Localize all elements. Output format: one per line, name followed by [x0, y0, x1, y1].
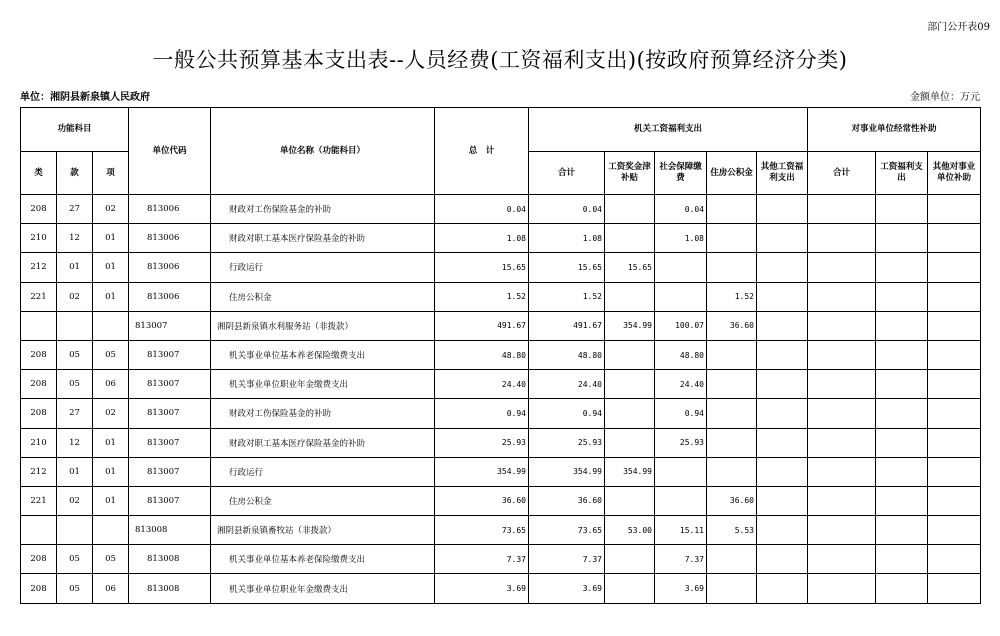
- cell-agency-salary: 354.99: [605, 457, 655, 486]
- cell-lei: 210: [21, 224, 57, 253]
- cell-agency-sum: 15.65: [529, 253, 605, 282]
- cell-lei: 210: [21, 428, 57, 457]
- cell-unit-name: 财政对职工基本医疗保险基金的补助: [211, 428, 435, 457]
- header-agency-group: 机关工资福利支出: [529, 108, 808, 152]
- cell-inst-other: [928, 545, 981, 574]
- cell-agency-social: [655, 282, 707, 311]
- cell-agency-social: [655, 486, 707, 515]
- cell-agency-salary: [605, 545, 655, 574]
- cell-inst-sum: [808, 428, 876, 457]
- cell-xiang: 01: [93, 253, 129, 282]
- cell-agency-housing: [707, 457, 757, 486]
- cell-unit-name: 行政运行: [211, 253, 435, 282]
- cell-agency-other: [757, 399, 808, 428]
- cell-agency-social: 100.07: [655, 311, 707, 340]
- cell-agency-sum: 3.69: [529, 574, 605, 603]
- cell-unit-name: 住房公积金: [211, 282, 435, 311]
- cell-unit-code: 813008: [129, 516, 211, 545]
- header-inst-group: 对事业单位经常性补助: [808, 108, 981, 152]
- header-agency-other: 其他工资福利支出: [757, 152, 808, 195]
- cell-unit-name: 机关事业单位职业年金缴费支出: [211, 574, 435, 603]
- cell-lei: 212: [21, 457, 57, 486]
- cell-inst-welfare: [876, 282, 928, 311]
- header-total: 总 计: [435, 108, 529, 195]
- cell-agency-sum: 25.93: [529, 428, 605, 457]
- cell-kuan: 05: [57, 370, 93, 399]
- cell-kuan: [57, 516, 93, 545]
- cell-inst-welfare: [876, 457, 928, 486]
- cell-kuan: 27: [57, 399, 93, 428]
- cell-inst-other: [928, 457, 981, 486]
- cell-agency-social: 0.94: [655, 399, 707, 428]
- cell-xiang: [93, 516, 129, 545]
- cell-agency-salary: [605, 282, 655, 311]
- cell-unit-code: 813007: [129, 428, 211, 457]
- cell-agency-salary: [605, 340, 655, 369]
- header-agency-social: 社会保障缴费: [655, 152, 707, 195]
- cell-inst-other: [928, 340, 981, 369]
- cell-total: 73.65: [435, 516, 529, 545]
- cell-agency-sum: 36.60: [529, 486, 605, 515]
- cell-inst-sum: [808, 574, 876, 603]
- cell-unit-name: 住房公积金: [211, 486, 435, 515]
- cell-unit-code: 813008: [129, 574, 211, 603]
- amount-unit-label: 金额单位：万元: [910, 92, 980, 103]
- table-row: [21, 224, 981, 253]
- cell-unit-code: 813008: [129, 545, 211, 574]
- cell-agency-housing: [707, 224, 757, 253]
- cell-inst-other: [928, 253, 981, 282]
- cell-agency-other: [757, 574, 808, 603]
- header-kuan: 款: [57, 152, 93, 195]
- cell-total: 15.65: [435, 253, 529, 282]
- cell-inst-sum: [808, 545, 876, 574]
- cell-agency-salary: 354.99: [605, 311, 655, 340]
- header-agency-housing: 住房公积金: [707, 152, 757, 195]
- unit-label: 单位：湘阴县新泉镇人民政府: [20, 92, 150, 103]
- cell-kuan: 05: [57, 340, 93, 369]
- cell-agency-housing: [707, 195, 757, 224]
- cell-agency-housing: [707, 340, 757, 369]
- table-row: [21, 282, 981, 311]
- cell-unit-name: 湘阴县新泉镇畜牧站（非拨款）: [211, 516, 435, 545]
- header-agency-sum: 合计: [529, 152, 605, 195]
- header-xiang: 项: [93, 152, 129, 195]
- cell-agency-other: [757, 311, 808, 340]
- cell-inst-welfare: [876, 195, 928, 224]
- cell-unit-code: 813006: [129, 224, 211, 253]
- cell-agency-social: [655, 253, 707, 282]
- cell-inst-other: [928, 224, 981, 253]
- cell-xiang: 01: [93, 282, 129, 311]
- cell-unit-name: 机关事业单位职业年金缴费支出: [211, 370, 435, 399]
- table-row: [21, 545, 981, 574]
- table-row: [21, 195, 981, 224]
- cell-total: 36.60: [435, 486, 529, 515]
- cell-kuan: 02: [57, 486, 93, 515]
- cell-xiang: 01: [93, 428, 129, 457]
- cell-agency-other: [757, 428, 808, 457]
- cell-unit-name: 湘阴县新泉镇水利服务站（非拨款）: [211, 311, 435, 340]
- cell-xiang: 01: [93, 457, 129, 486]
- cell-agency-housing: 36.60: [707, 486, 757, 515]
- header-func-subject: 功能科目: [21, 108, 129, 152]
- cell-agency-housing: [707, 428, 757, 457]
- cell-agency-social: 25.93: [655, 428, 707, 457]
- cell-total: 48.80: [435, 340, 529, 369]
- cell-kuan: 12: [57, 428, 93, 457]
- table-row: [21, 428, 981, 457]
- cell-inst-other: [928, 370, 981, 399]
- cell-agency-sum: 354.99: [529, 457, 605, 486]
- table-body: [21, 195, 981, 604]
- cell-agency-salary: [605, 486, 655, 515]
- cell-agency-other: [757, 224, 808, 253]
- cell-agency-sum: 0.04: [529, 195, 605, 224]
- cell-agency-housing: [707, 253, 757, 282]
- form-number: 部门公开表09: [927, 22, 990, 33]
- cell-total: 1.52: [435, 282, 529, 311]
- cell-unit-code: 813006: [129, 195, 211, 224]
- table-row: [21, 340, 981, 369]
- cell-total: 491.67: [435, 311, 529, 340]
- cell-inst-welfare: [876, 224, 928, 253]
- cell-inst-sum: [808, 516, 876, 545]
- cell-xiang: 01: [93, 224, 129, 253]
- cell-unit-code: 813007: [129, 457, 211, 486]
- cell-agency-social: 7.37: [655, 545, 707, 574]
- cell-kuan: 27: [57, 195, 93, 224]
- cell-kuan: 01: [57, 253, 93, 282]
- cell-inst-other: [928, 282, 981, 311]
- cell-unit-code: 813007: [129, 486, 211, 515]
- cell-agency-social: 0.04: [655, 195, 707, 224]
- cell-xiang: 05: [93, 545, 129, 574]
- cell-inst-sum: [808, 311, 876, 340]
- cell-inst-other: [928, 399, 981, 428]
- table-row: [21, 486, 981, 515]
- header-inst-sum: 合计: [808, 152, 876, 195]
- cell-agency-housing: [707, 370, 757, 399]
- cell-agency-sum: 24.40: [529, 370, 605, 399]
- cell-agency-housing: 36.60: [707, 311, 757, 340]
- cell-inst-welfare: [876, 370, 928, 399]
- cell-agency-sum: 73.65: [529, 516, 605, 545]
- cell-agency-salary: [605, 574, 655, 603]
- cell-agency-other: [757, 486, 808, 515]
- cell-inst-welfare: [876, 574, 928, 603]
- cell-unit-code: 813006: [129, 282, 211, 311]
- cell-inst-other: [928, 195, 981, 224]
- cell-agency-salary: [605, 428, 655, 457]
- cell-unit-name: 财政对工伤保险基金的补助: [211, 399, 435, 428]
- page-title: 一般公共预算基本支出表--人员经费(工资福利支出)(按政府预算经济分类): [152, 48, 848, 72]
- cell-inst-other: [928, 311, 981, 340]
- cell-lei: 208: [21, 399, 57, 428]
- cell-lei: 221: [21, 486, 57, 515]
- cell-total: 24.40: [435, 370, 529, 399]
- cell-inst-sum: [808, 399, 876, 428]
- cell-agency-sum: 48.80: [529, 340, 605, 369]
- cell-agency-other: [757, 545, 808, 574]
- cell-agency-other: [757, 195, 808, 224]
- cell-agency-sum: 0.94: [529, 399, 605, 428]
- cell-agency-social: 3.69: [655, 574, 707, 603]
- cell-inst-other: [928, 428, 981, 457]
- cell-inst-sum: [808, 253, 876, 282]
- cell-agency-social: 15.11: [655, 516, 707, 545]
- cell-inst-sum: [808, 224, 876, 253]
- cell-agency-social: 1.08: [655, 224, 707, 253]
- cell-lei: 208: [21, 545, 57, 574]
- cell-kuan: 02: [57, 282, 93, 311]
- cell-lei: 208: [21, 574, 57, 603]
- cell-agency-other: [757, 370, 808, 399]
- cell-agency-sum: 7.37: [529, 545, 605, 574]
- cell-inst-sum: [808, 486, 876, 515]
- cell-unit-name: 机关事业单位基本养老保险缴费支出: [211, 340, 435, 369]
- cell-inst-welfare: [876, 516, 928, 545]
- cell-unit-code: 813006: [129, 253, 211, 282]
- cell-total: 25.93: [435, 428, 529, 457]
- cell-unit-name: 行政运行: [211, 457, 435, 486]
- header-inst-other: 其他对事业单位补助: [928, 152, 981, 195]
- cell-unit-code: 813007: [129, 311, 211, 340]
- cell-agency-social: 24.40: [655, 370, 707, 399]
- budget-table: [20, 107, 981, 604]
- cell-total: 0.94: [435, 399, 529, 428]
- cell-inst-welfare: [876, 399, 928, 428]
- cell-lei: [21, 516, 57, 545]
- cell-inst-sum: [808, 282, 876, 311]
- cell-xiang: 01: [93, 486, 129, 515]
- cell-total: 0.04: [435, 195, 529, 224]
- cell-agency-other: [757, 282, 808, 311]
- cell-agency-other: [757, 457, 808, 486]
- table-row: [21, 311, 981, 340]
- cell-unit-name: 财政对职工基本医疗保险基金的补助: [211, 224, 435, 253]
- cell-inst-other: [928, 574, 981, 603]
- cell-xiang: [93, 311, 129, 340]
- cell-agency-other: [757, 253, 808, 282]
- cell-kuan: [57, 311, 93, 340]
- table-row: [21, 516, 981, 545]
- cell-agency-social: 48.80: [655, 340, 707, 369]
- cell-agency-other: [757, 340, 808, 369]
- cell-agency-housing: 5.53: [707, 516, 757, 545]
- cell-lei: 221: [21, 282, 57, 311]
- cell-kuan: 05: [57, 574, 93, 603]
- cell-agency-salary: [605, 370, 655, 399]
- cell-agency-other: [757, 516, 808, 545]
- cell-unit-name: 财政对工伤保险基金的补助: [211, 195, 435, 224]
- cell-agency-salary: [605, 195, 655, 224]
- cell-inst-other: [928, 516, 981, 545]
- cell-agency-housing: [707, 545, 757, 574]
- cell-agency-sum: 1.08: [529, 224, 605, 253]
- cell-agency-housing: [707, 574, 757, 603]
- cell-total: 354.99: [435, 457, 529, 486]
- cell-xiang: 02: [93, 195, 129, 224]
- cell-unit-code: 813007: [129, 370, 211, 399]
- cell-inst-welfare: [876, 545, 928, 574]
- header-agency-salary: 工资奖金津补贴: [605, 152, 655, 195]
- cell-agency-sum: 1.52: [529, 282, 605, 311]
- table-row: [21, 370, 981, 399]
- cell-inst-sum: [808, 457, 876, 486]
- cell-unit-code: 813007: [129, 340, 211, 369]
- cell-agency-sum: 491.67: [529, 311, 605, 340]
- cell-total: 1.08: [435, 224, 529, 253]
- header-unit-name: 单位名称（功能科目）: [211, 108, 435, 195]
- cell-agency-housing: [707, 399, 757, 428]
- cell-xiang: 02: [93, 399, 129, 428]
- table-row: [21, 253, 981, 282]
- cell-agency-salary: 15.65: [605, 253, 655, 282]
- cell-unit-code: 813007: [129, 399, 211, 428]
- cell-inst-welfare: [876, 486, 928, 515]
- cell-total: 7.37: [435, 545, 529, 574]
- table-row: [21, 457, 981, 486]
- header-inst-welfare: 工资福利支出: [876, 152, 928, 195]
- header-lei: 类: [21, 152, 57, 195]
- cell-agency-salary: [605, 224, 655, 253]
- cell-total: 3.69: [435, 574, 529, 603]
- cell-lei: [21, 311, 57, 340]
- cell-inst-welfare: [876, 428, 928, 457]
- cell-kuan: 12: [57, 224, 93, 253]
- cell-inst-sum: [808, 195, 876, 224]
- cell-xiang: 06: [93, 370, 129, 399]
- cell-agency-social: [655, 457, 707, 486]
- cell-agency-salary: [605, 399, 655, 428]
- cell-inst-sum: [808, 340, 876, 369]
- cell-lei: 212: [21, 253, 57, 282]
- cell-xiang: 05: [93, 340, 129, 369]
- cell-xiang: 06: [93, 574, 129, 603]
- header-unit-code: 单位代码: [129, 108, 211, 195]
- cell-inst-other: [928, 486, 981, 515]
- cell-kuan: 01: [57, 457, 93, 486]
- cell-agency-salary: 53.00: [605, 516, 655, 545]
- cell-lei: 208: [21, 195, 57, 224]
- cell-inst-welfare: [876, 253, 928, 282]
- table-row: [21, 399, 981, 428]
- cell-agency-housing: 1.52: [707, 282, 757, 311]
- cell-kuan: 05: [57, 545, 93, 574]
- cell-inst-welfare: [876, 340, 928, 369]
- table-row: [21, 574, 981, 603]
- cell-lei: 208: [21, 370, 57, 399]
- cell-inst-welfare: [876, 311, 928, 340]
- cell-unit-name: 机关事业单位基本养老保险缴费支出: [211, 545, 435, 574]
- cell-inst-sum: [808, 370, 876, 399]
- cell-lei: 208: [21, 340, 57, 369]
